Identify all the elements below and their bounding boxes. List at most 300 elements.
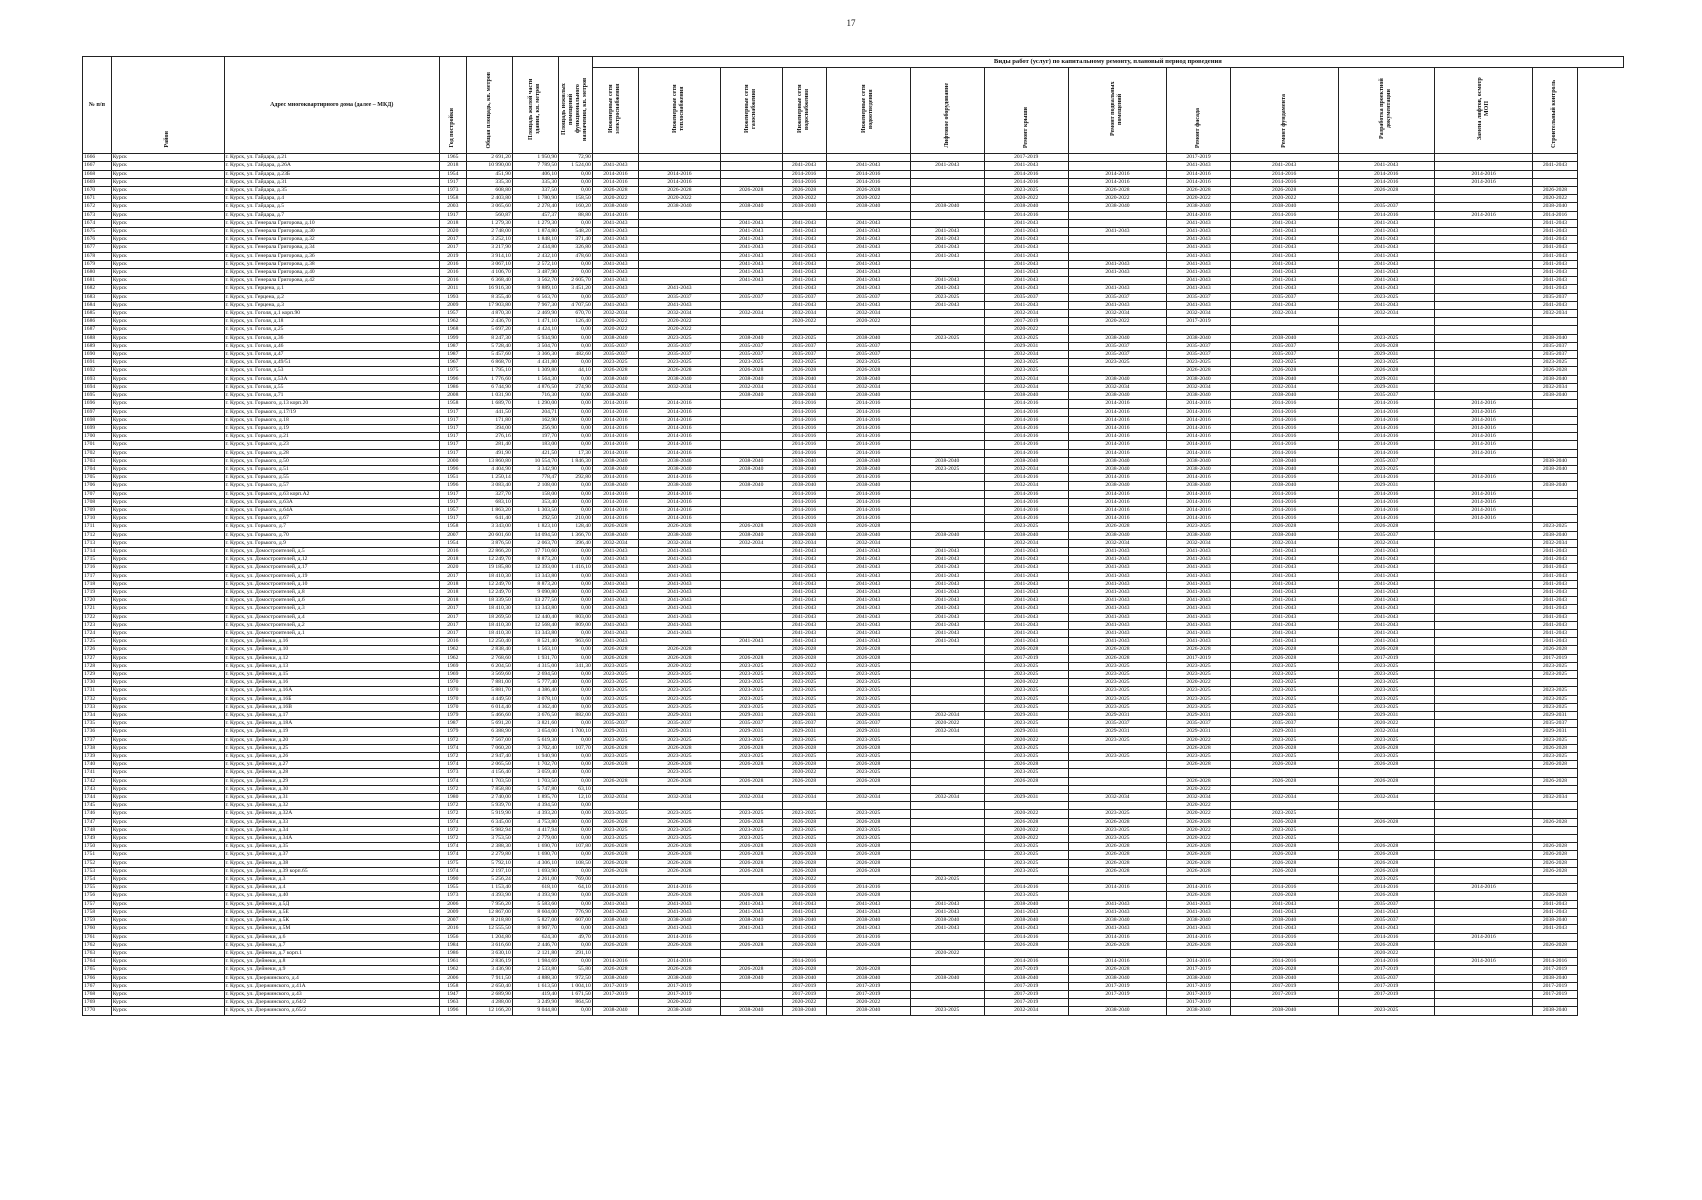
table-cell: 2041-2043	[984, 219, 1068, 227]
table-cell: 3 753,50	[466, 835, 512, 843]
table-cell: 0,00	[558, 580, 592, 588]
table-cell: 2023-2025	[1230, 753, 1338, 761]
table-cell: 2041-2043	[1167, 900, 1231, 908]
table-cell: 2032-2034	[1338, 539, 1434, 547]
table-cell: 2026-2028	[1068, 867, 1166, 875]
table-cell: 2 403,80	[466, 195, 512, 203]
table-cell: 1727	[83, 654, 112, 662]
table-cell	[910, 523, 984, 531]
table-row	[83, 859, 1624, 867]
table-cell: 2026-2028	[826, 187, 910, 195]
table-cell: 2041-2043	[826, 613, 910, 621]
table-cell: 2041-2043	[984, 588, 1068, 596]
table-cell: Курск	[111, 679, 224, 687]
table-row	[83, 777, 1624, 785]
table-cell: 0,00	[558, 835, 592, 843]
table-cell: 2023-2025	[1068, 835, 1166, 843]
table-cell: Курск	[111, 753, 224, 761]
table-cell: 1947	[439, 990, 466, 998]
table-cell: 2014-2016	[638, 178, 720, 186]
table-cell: 2032-2034	[910, 712, 984, 720]
table-row	[83, 523, 1624, 531]
table-cell	[910, 982, 984, 990]
table-cell: 2023-2025	[1338, 359, 1434, 367]
table-cell: 1 309,80	[512, 367, 558, 375]
table-cell: 0,00	[558, 408, 592, 416]
table-cell: 2014-2016	[984, 498, 1068, 506]
table-cell: 2026-2028	[1068, 654, 1166, 662]
table-cell: 2035-2037	[1338, 974, 1434, 982]
table-cell: 2035-2037	[1338, 917, 1434, 925]
table-cell	[721, 498, 783, 506]
table-cell: 55,80	[558, 966, 592, 974]
table-cell: Курск	[111, 433, 224, 441]
table-cell: Курск	[111, 687, 224, 695]
table-cell: 2023-2025	[984, 851, 1068, 859]
table-cell: 776,90	[558, 908, 592, 916]
table-cell: 2023-2025	[638, 334, 720, 342]
table-cell: 2041-2043	[782, 613, 826, 621]
table-cell: 2026-2028	[984, 818, 1068, 826]
table-row	[83, 564, 1624, 572]
table-cell: 2041-2043	[1230, 219, 1338, 227]
table-cell: 2041-2043	[1167, 252, 1231, 260]
table-cell: 2011	[439, 285, 466, 293]
table-cell: 2038-2040	[721, 1007, 783, 1015]
table-cell: 1761	[83, 933, 112, 941]
table-cell: 1968	[439, 326, 466, 334]
table-cell: Курск	[111, 662, 224, 670]
table-cell: 2018	[439, 597, 466, 605]
table-cell: 2014-2016	[592, 498, 638, 506]
table-cell: Курск	[111, 564, 224, 572]
table-cell: 809,00	[558, 621, 592, 629]
table-cell: 2023-2025	[1068, 736, 1166, 744]
table-cell	[721, 433, 783, 441]
table-cell: 2041-2043	[782, 564, 826, 572]
table-cell: 2014-2016	[782, 506, 826, 514]
table-cell: 1972	[439, 826, 466, 834]
table-cell: 2023-2025	[721, 687, 783, 695]
table-cell	[638, 638, 720, 646]
table-cell: 0,00	[558, 761, 592, 769]
table-cell: 2041-2043	[910, 244, 984, 252]
table-cell	[826, 958, 910, 966]
table-cell	[1338, 835, 1434, 843]
table-cell: 1 690,70	[512, 843, 558, 851]
table-cell: 2020-2022	[592, 326, 638, 334]
table-cell: 2026-2028	[721, 859, 783, 867]
table-cell	[1533, 474, 1577, 482]
table-cell: 2023-2025	[826, 687, 910, 695]
table-cell: 2026-2028	[1167, 187, 1231, 195]
table-cell: 7 789,50	[512, 162, 558, 170]
table-cell: 2038-2040	[638, 465, 720, 473]
table-cell: 2041-2043	[826, 588, 910, 596]
table-cell: 2014-2016	[782, 449, 826, 457]
table-cell: г. Курск, ул. Гоголя, д.55	[224, 383, 439, 391]
table-cell: г. Курск, ул. Горького, д.13 корп.20	[224, 400, 439, 408]
table-cell: 2014-2016	[1068, 958, 1166, 966]
table-cell: 2041-2043	[826, 252, 910, 260]
header-nonresidential-area: Площадь нежилых помещений функционального назначения, кв. метров	[558, 57, 592, 154]
table-cell	[910, 178, 984, 186]
table-cell: 2041-2043	[1167, 277, 1231, 285]
table-cell: 1987	[439, 342, 466, 350]
table-cell: 4 888,30	[512, 974, 558, 982]
header-roof: Ремонт крыши	[984, 68, 1068, 154]
table-cell: 4 315,00	[512, 662, 558, 670]
table-cell: 1962	[439, 318, 466, 326]
table-cell: 3 065,60	[466, 203, 512, 211]
table-cell: 2026-2028	[782, 367, 826, 375]
header-elevator: Лифтовое оборудование	[910, 68, 984, 154]
table-cell: г. Курск, ул. Генерала Григорова, д.10	[224, 219, 439, 227]
table-cell: 2041-2043	[782, 219, 826, 227]
table-cell: Курск	[111, 498, 224, 506]
table-cell: 2041-2043	[1068, 556, 1166, 564]
table-cell	[721, 580, 783, 588]
table-cell: 2041-2043	[1338, 236, 1434, 244]
table-cell: 2041-2043	[1068, 269, 1166, 277]
table-cell: 2020-2022	[1068, 195, 1166, 203]
table-cell	[1434, 662, 1532, 670]
table-cell	[1338, 195, 1434, 203]
table-row	[83, 211, 1624, 219]
table-cell: Курск	[111, 523, 224, 531]
table-cell: 1752	[83, 859, 112, 867]
table-cell: 2018	[439, 588, 466, 596]
table-cell: 2041-2043	[1230, 597, 1338, 605]
table-cell	[1434, 588, 1532, 596]
table-cell	[1533, 515, 1577, 523]
table-cell: 2041-2043	[782, 597, 826, 605]
table-cell: 2038-2040	[592, 203, 638, 211]
table-cell: 0,00	[558, 818, 592, 826]
table-cell: 2032-2034	[721, 383, 783, 391]
table-row	[83, 154, 1624, 162]
table-cell: 2038-2040	[1068, 203, 1166, 211]
table-row	[83, 728, 1624, 736]
table-cell: 2041-2043	[1338, 605, 1434, 613]
table-cell: 2038-2040	[1533, 1007, 1577, 1015]
table-cell: 2023-2025	[638, 687, 720, 695]
table-cell: 2014-2016	[592, 416, 638, 424]
table-cell: 2041-2043	[1230, 908, 1338, 916]
table-cell: 2035-2037	[826, 351, 910, 359]
table-cell: 2026-2028	[638, 859, 720, 867]
table-cell: Курск	[111, 646, 224, 654]
table-cell: 2032-2034	[1068, 539, 1166, 547]
table-cell: 2041-2043	[910, 162, 984, 170]
table-cell: 2014-2016	[1068, 933, 1166, 941]
table-cell: 2026-2028	[1338, 761, 1434, 769]
table-cell: 2041-2043	[910, 228, 984, 236]
table-cell: 2017	[439, 572, 466, 580]
table-cell: г. Курск, ул. Горького, д.51	[224, 465, 439, 473]
table-row	[83, 867, 1624, 875]
table-cell: 2041-2043	[1338, 621, 1434, 629]
table-cell: 2041-2043	[592, 244, 638, 252]
table-cell: 2023-2025	[984, 859, 1068, 867]
table-row	[83, 482, 1624, 490]
table-cell: 2014-2016	[1167, 408, 1231, 416]
table-cell: 2041-2043	[782, 572, 826, 580]
table-cell: 2041-2043	[721, 277, 783, 285]
table-cell: 2023-2025	[1533, 687, 1577, 695]
table-cell: 2041-2043	[592, 285, 638, 293]
table-cell: 2023-2025	[592, 753, 638, 761]
table-cell: 2014-2016	[1167, 449, 1231, 457]
table-cell: 2038-2040	[638, 1007, 720, 1015]
table-cell: 2041-2043	[1533, 621, 1577, 629]
table-cell: Курск	[111, 269, 224, 277]
table-cell: 2041-2043	[638, 556, 720, 564]
table-cell: 2038-2040	[1068, 465, 1166, 473]
table-cell: 12 166,20	[466, 1007, 512, 1015]
table-cell: Курск	[111, 572, 224, 580]
table-cell: 2041-2043	[984, 285, 1068, 293]
table-cell: 2041-2043	[826, 605, 910, 613]
table-cell: 1962	[439, 966, 466, 974]
table-row	[83, 244, 1624, 252]
table-cell: 2035-2037	[1338, 203, 1434, 211]
table-cell: 2041-2043	[1533, 162, 1577, 170]
table-cell: 1723	[83, 621, 112, 629]
table-cell: 0,00	[558, 597, 592, 605]
table-cell	[1533, 154, 1577, 162]
table-cell: г. Курск, ул. Дейнеки, д.7 корп.1	[224, 949, 439, 957]
table-cell: 2014-2016	[826, 170, 910, 178]
table-cell	[910, 703, 984, 711]
table-cell: 2041-2043	[1068, 228, 1166, 236]
table-cell: 2041-2043	[782, 580, 826, 588]
table-cell: 3 436,90	[466, 966, 512, 974]
table-cell: 2029-2031	[1338, 383, 1434, 391]
table-cell: 0,00	[558, 359, 592, 367]
table-cell	[910, 753, 984, 761]
table-cell: 2026-2028	[1230, 859, 1338, 867]
table-cell: Курск	[111, 818, 224, 826]
header-living-area: Площадь жилой части здания, кв. метров	[512, 57, 558, 154]
table-cell: г. Курск, ул. Дзержинского, д.41А	[224, 982, 439, 990]
table-cell: 2026-2028	[1230, 761, 1338, 769]
table-cell: 0,00	[558, 629, 592, 637]
table-cell: 2014-2016	[1338, 178, 1434, 186]
table-cell	[910, 449, 984, 457]
table-cell	[1068, 154, 1166, 162]
table-cell: 2038-2040	[1230, 974, 1338, 982]
table-cell: 8 247,30	[466, 334, 512, 342]
table-cell: 2014-2016	[592, 400, 638, 408]
table-cell: 1728	[83, 662, 112, 670]
table-cell: 2014-2016	[1434, 178, 1532, 186]
table-cell: 2020-2022	[782, 769, 826, 777]
table-cell: 2020	[439, 564, 466, 572]
table-cell: 18 410,30	[466, 605, 512, 613]
table-cell: 2032-2034	[1338, 310, 1434, 318]
table-cell: 341,30	[558, 662, 592, 670]
table-cell	[638, 802, 720, 810]
table-cell: 2014-2016	[638, 433, 720, 441]
table-row	[83, 228, 1624, 236]
table-cell: 5 939,70	[466, 802, 512, 810]
table-cell: г. Курск, ул. Гайдара, д.35	[224, 187, 439, 195]
table-cell: 2026-2028	[1068, 818, 1166, 826]
table-cell: 2014-2016	[984, 178, 1068, 186]
table-cell	[1434, 219, 1532, 227]
table-cell: 2038-2040	[1533, 457, 1577, 465]
table-cell: 1721	[83, 605, 112, 613]
table-cell: г. Курск, ул. Гайдара, д.4	[224, 195, 439, 203]
table-cell: 2023-2025	[826, 662, 910, 670]
table-cell	[1434, 744, 1532, 752]
table-cell: 20 601,60	[466, 531, 512, 539]
table-cell: 2 434,80	[512, 244, 558, 252]
table-cell	[1434, 974, 1532, 982]
table-cell	[1434, 310, 1532, 318]
table-cell: 2032-2034	[592, 383, 638, 391]
table-cell: 0,00	[558, 433, 592, 441]
table-cell: 0,00	[558, 703, 592, 711]
table-cell	[1434, 244, 1532, 252]
table-cell: г. Курск, ул. Дейнеки, д.31	[224, 794, 439, 802]
table-cell: 2 836,19	[466, 958, 512, 966]
table-cell: 2035-2037	[1338, 900, 1434, 908]
table-cell: 2041-2043	[1068, 564, 1166, 572]
table-cell: 2017-2019	[1230, 990, 1338, 998]
table-cell: 2014-2016	[638, 441, 720, 449]
table-cell: 337,50	[512, 187, 558, 195]
table-cell: 2026-2028	[1533, 646, 1577, 654]
table-cell	[1533, 433, 1577, 441]
table-row	[83, 917, 1624, 925]
table-cell: 2023-2025	[1533, 671, 1577, 679]
table-cell: 2023-2025	[826, 753, 910, 761]
table-row	[83, 334, 1624, 342]
table-cell: 1917	[439, 178, 466, 186]
table-cell: 2038-2040	[984, 900, 1068, 908]
table-cell: 2035-2037	[1167, 342, 1231, 350]
table-cell	[721, 301, 783, 309]
table-cell: 2026-2028	[1338, 851, 1434, 859]
table-cell: 2026-2028	[721, 761, 783, 769]
table-cell: 6 204,50	[466, 662, 512, 670]
table-cell: 2041-2043	[1533, 925, 1577, 933]
table-cell: 2026-2028	[984, 761, 1068, 769]
table-cell: 2014-2016	[984, 170, 1068, 178]
table-cell: 3 059,40	[512, 769, 558, 777]
table-cell: 2023-2025	[1533, 523, 1577, 531]
table-cell: Курск	[111, 293, 224, 301]
table-cell: 2038-2040	[721, 203, 783, 211]
table-cell: 13 343,80	[512, 605, 558, 613]
table-cell: 18 410,30	[466, 629, 512, 637]
table-cell	[910, 736, 984, 744]
table-cell: 2041-2043	[592, 638, 638, 646]
table-cell	[638, 392, 720, 400]
table-cell: 1 671,50	[558, 990, 592, 998]
table-cell: 4 393,20	[512, 810, 558, 818]
table-cell: 2026-2028	[782, 187, 826, 195]
table-cell: 7 911,50	[466, 974, 512, 982]
table-cell	[1068, 999, 1166, 1007]
table-cell: 2026-2028	[721, 867, 783, 875]
table-cell: 1754	[83, 876, 112, 884]
table-cell: 0,00	[558, 498, 592, 506]
table-row	[83, 293, 1624, 301]
table-cell: 49,70	[558, 933, 592, 941]
table-cell: 2026-2028	[1338, 523, 1434, 531]
table-cell: 2032-2034	[984, 465, 1068, 473]
table-cell: 2 947,40	[466, 753, 512, 761]
table-cell: 1972	[439, 753, 466, 761]
table-cell: 18 339,50	[466, 597, 512, 605]
table-cell: 2026-2028	[782, 892, 826, 900]
table-cell: 2041-2043	[984, 597, 1068, 605]
table-row	[83, 474, 1624, 482]
table-cell	[910, 802, 984, 810]
table-row	[83, 679, 1624, 687]
table-cell: 2020-2022	[1167, 736, 1231, 744]
table-cell: г. Курск, ул. Горького, д.9	[224, 539, 439, 547]
table-cell: 2038-2040	[721, 392, 783, 400]
table-cell: 2023-2025	[826, 826, 910, 834]
table-cell: 2014-2016	[592, 408, 638, 416]
table-cell: 2041-2043	[1068, 900, 1166, 908]
table-cell: 2029-2031	[721, 728, 783, 736]
table-cell: 2038-2040	[1533, 482, 1577, 490]
table-cell: 1 863,20	[466, 506, 512, 514]
table-cell: 2026-2028	[638, 851, 720, 859]
table-row	[83, 613, 1624, 621]
table-cell	[1434, 523, 1532, 531]
table-cell: 13 860,80	[466, 457, 512, 465]
table-cell: 292,50	[512, 515, 558, 523]
table-cell: 2020-2022	[1068, 318, 1166, 326]
table-cell: 2038-2040	[782, 465, 826, 473]
table-cell: 2023-2025	[910, 293, 984, 301]
table-cell: 2026-2028	[1167, 367, 1231, 375]
table-cell: 2029-2031	[984, 794, 1068, 802]
table-cell	[782, 802, 826, 810]
table-cell: 2014-2016	[1338, 933, 1434, 941]
table-cell: 2014-2016	[1434, 424, 1532, 432]
table-cell: г. Курск, ул. Дзержинского, д.4	[224, 974, 439, 982]
table-cell: г. Курск, ул. Горького, д.63 корп.А2	[224, 490, 439, 498]
table-row	[83, 547, 1624, 555]
table-cell: 2 279,80	[466, 851, 512, 859]
table-cell: 2023-2025	[984, 671, 1068, 679]
table-cell	[1434, 777, 1532, 785]
table-cell	[1533, 424, 1577, 432]
table-cell	[910, 195, 984, 203]
table-cell: 2026-2028	[782, 744, 826, 752]
table-cell: 2023-2025	[1167, 753, 1231, 761]
table-cell: г. Курск, ул. Горького, д.7	[224, 523, 439, 531]
table-cell	[721, 646, 783, 654]
table-cell: 2017-2019	[1068, 982, 1166, 990]
table-cell: Курск	[111, 826, 224, 834]
table-cell: 2032-2034	[638, 310, 720, 318]
table-cell: 2038-2040	[1230, 917, 1338, 925]
table-cell: 2020-2022	[782, 662, 826, 670]
table-cell	[910, 884, 984, 892]
table-cell: 1996	[439, 375, 466, 383]
table-cell: 2023-2025	[984, 523, 1068, 531]
table-cell: г. Курск, ул. Гайдара, д.26А	[224, 162, 439, 170]
table-cell: г. Курск, ул. Домостроителей, д.3	[224, 605, 439, 613]
